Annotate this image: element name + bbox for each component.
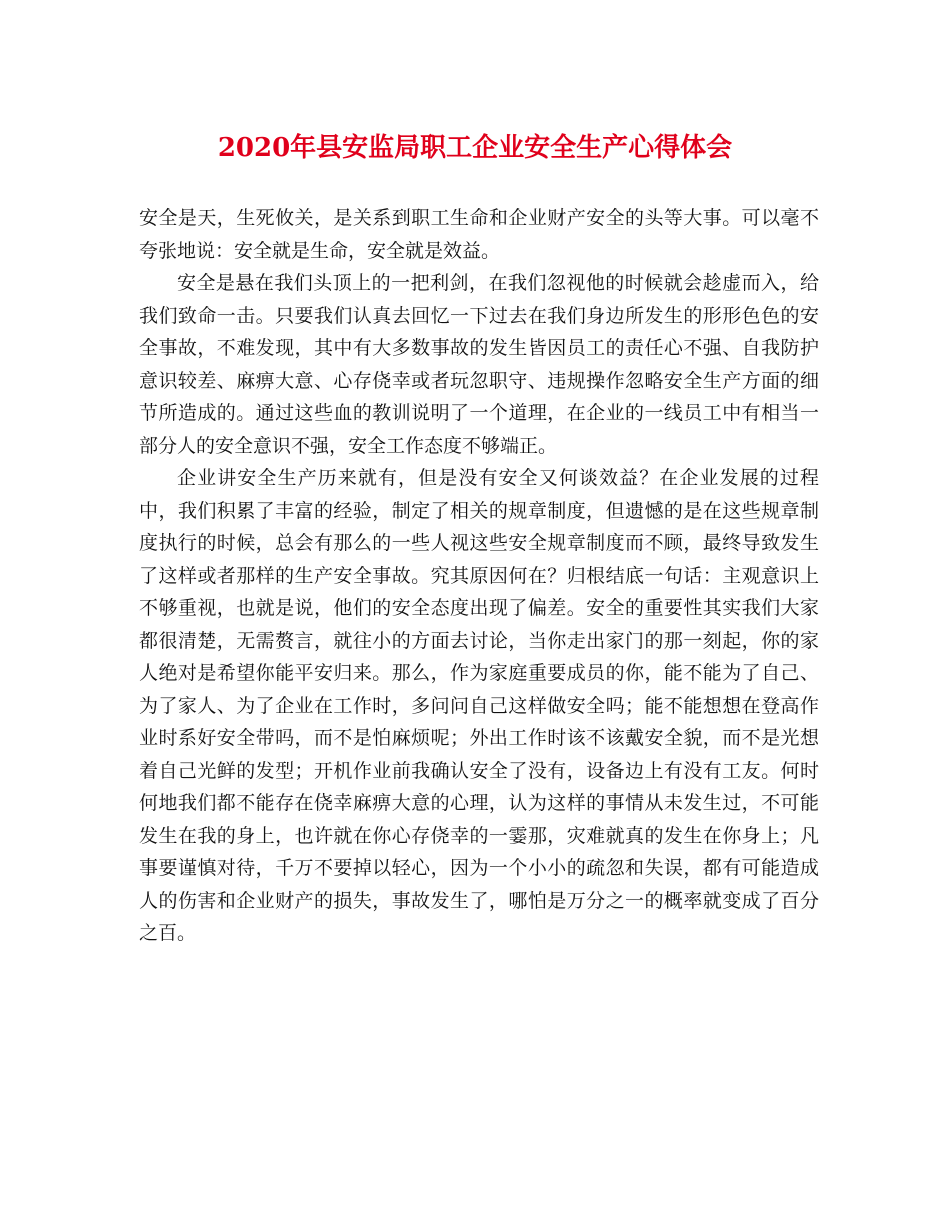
paragraph-1: 安全是天，生死攸关，是关系到职工生命和企业财产安全的头等大事。可以毫不夸张地说：安全就是生命，安全就是效益。 [139,207,819,262]
document-title: 2020年县安监局职工企业安全生产心得体会 [217,133,733,163]
paragraph-3: 企业讲安全生产历来就有，但是没有安全又何谈效益？在企业发展的过程中，我们积累了丰富的经验，制定了相关的规章制度，但遗憾的是在这些规章制度执行的时候，总会有那么的一些人视这些安全规章制度而不顾，最终导致发生了这样或者那样的生产安全事故。究其原因何在？归根结底一句话：主观意识上不够重视，也就是说，他们的安全态度出现了偏差。安全的重要性其实我们大家都很清楚，无需赘言，就往小的方面去讨论，当你走出家门的那一刻起，你的家人绝对是希望你能平安归来。那么，作为家庭重要成员的你，能不能为了自己、为了家人、为了企业在工作时，多问问自己这样做安全吗；能不能想想在登高作业时系好安全带吗，而不是怕麻烦呢；外出工作时该不该戴安全貌，而不是光想着自己光鲜的发型；开机作业前我确认安全了没有，设备边上有没有工友。何时何地我们都不能存在侥幸麻痹大意的心理，认为这样的事情从未发生过，不可能发生在我的身上，也许就在你心存侥幸的一霎那，灾难就真的发生在你身上；凡事要谨慎对待，千万不要掉以轻心，因为一个小小的疏忽和失误，都有可能造成人的伤害和企业财产的损失，事故发生了，哪怕是万分之一的概率就变成了百分之百。 [139,467,819,944]
document-body [139,202,819,950]
paragraph-2: 安全是悬在我们头顶上的一把利剑，在我们忽视他的时候就会趁虚而入，给我们致命一击。只要我们认真去回忆一下过去在我们身边所发生的形形色色的安全事故，不难发现，其中有大多数事故的发生皆因员工的责任心不强、自我防护意识较差、麻痹大意、心存侥幸或者玩忽职守、违规操作忽略安全生产方面的细节所造成的。通过这些血的教训说明了一个道理，在企业的一线员工中有相当一部分人的安全意识不强，安全工作态度不够端正。 [139,272,819,457]
